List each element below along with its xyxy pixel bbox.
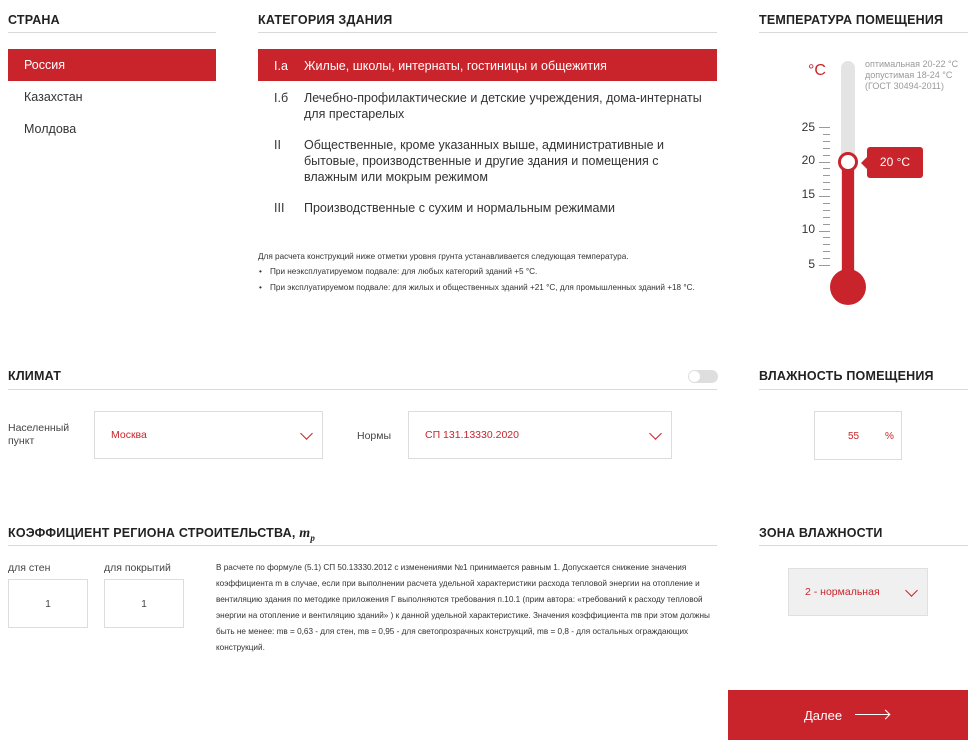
temperature-hint [865, 59, 958, 92]
category-item-1a[interactable] [258, 49, 717, 81]
scale-tick [823, 189, 830, 190]
category-code: I.а [274, 59, 288, 73]
thermometer-bulb [830, 269, 866, 305]
scale-tick [823, 251, 830, 252]
scale-tick [819, 265, 830, 266]
category-item-3[interactable] [258, 200, 717, 218]
country-item-russia[interactable]: Россия [8, 49, 216, 81]
coefficient-symbol [299, 526, 315, 541]
category-text: Жилые, школы, интернаты, гостиницы и общежития [304, 59, 607, 73]
scale-tick [823, 168, 830, 169]
category-text: Общественные, кроме указанных выше, административные и бытовые, производственные и другие здания и помещения с влажным или мокрым режимом [304, 138, 664, 184]
scale-tick [819, 162, 830, 163]
basement-note: Для расчета конструкций ниже отметки уровня грунта устанавливается следующая температура. [258, 252, 629, 261]
humidity-zone-select[interactable] [788, 568, 928, 616]
temperature-unit: °C [808, 62, 826, 79]
category-code: II [274, 138, 281, 152]
divider [8, 545, 717, 546]
scale-tick [819, 127, 830, 128]
scale-label: 25 [801, 120, 815, 134]
bullet-text: При неэксплуатируемом подвале: для любых категорий зданий +5 °С. [270, 267, 538, 276]
coefficient-heading [8, 526, 315, 543]
country-item-moldova[interactable]: Молдова [24, 122, 77, 136]
scale-tick [819, 196, 830, 197]
humidity-input[interactable] [814, 411, 902, 460]
coefficient-title: КОЭФФИЦИЕНТ РЕГИОНА СТРОИТЕЛЬСТВА, [8, 526, 296, 540]
scale-tick [823, 244, 830, 245]
scale-tick [819, 231, 830, 232]
climate-toggle[interactable] [688, 370, 718, 383]
humidity-value: 55 [848, 431, 860, 442]
scale-tick [823, 175, 830, 176]
scale-label: 15 [801, 187, 815, 201]
category-code: III [274, 201, 285, 215]
scale-tick [823, 224, 830, 225]
category-item-1b[interactable] [258, 90, 717, 124]
category-item-2[interactable] [258, 137, 717, 187]
divider [258, 32, 717, 33]
next-label: Далее [804, 708, 843, 723]
next-button[interactable] [728, 690, 968, 740]
allowed-range: допустимая 18-24 °C [865, 70, 953, 80]
basement-bullet-1: • При неэксплуатируемом подвале: для любых категорий зданий +5 °С. [259, 267, 538, 276]
scale-tick [823, 258, 830, 259]
scale-tick [823, 141, 830, 142]
scale-tick [823, 217, 830, 218]
chevron-down-icon [300, 427, 313, 440]
zone-heading: ЗОНА ВЛАЖНОСТИ [759, 526, 883, 540]
walls-label: для стен [8, 562, 51, 574]
country-item-kazakhstan[interactable]: Казахстан [24, 90, 83, 104]
scale-tick [823, 155, 830, 156]
divider [759, 389, 968, 390]
scale-tick [823, 182, 830, 183]
zone-value: 2 - нормальная [805, 586, 880, 598]
humidity-heading: ВЛАЖНОСТЬ ПОМЕЩЕНИЯ [759, 369, 934, 383]
scale-tick [823, 237, 830, 238]
walls-coefficient-input[interactable]: 1 [8, 579, 88, 628]
bullet-text: При эксплуатируемом подвале: для жилых и общественных зданий +21 °С, для промышленных зданий +18 °С. [270, 283, 695, 292]
climate-heading: КЛИМАТ [8, 369, 62, 383]
scale-tick [823, 134, 830, 135]
arrow-right-icon [855, 714, 889, 715]
symbol-m: m [299, 526, 311, 541]
divider [8, 389, 717, 390]
norms-label: Нормы [357, 430, 392, 442]
scale-tick [823, 148, 830, 149]
chevron-down-icon [649, 427, 662, 440]
roofs-label: для покрытий [104, 562, 171, 574]
temperature-heading: ТЕМПЕРАТУРА ПОМЕЩЕНИЯ [759, 13, 944, 27]
gost-reference: (ГОСТ 30494-2011) [865, 81, 944, 91]
thermometer-fill [842, 162, 854, 282]
basement-bullet-2: • При эксплуатируемом подвале: для жилых и общественных зданий +21 °С, для промышленных зданий +18 °С. [259, 283, 695, 292]
category-text: Лечебно-профилактические и детские учреждения, дома-интернаты для престарелых [304, 91, 702, 121]
divider [759, 545, 968, 546]
category-text: Производственные с сухим и нормальным режимами [304, 201, 616, 215]
scale-label: 20 [801, 153, 815, 167]
divider [759, 32, 968, 33]
scale-tick [823, 203, 830, 204]
symbol-sub: p [310, 532, 316, 543]
temperature-slider-handle[interactable] [838, 152, 858, 172]
humidity-unit: % [885, 431, 894, 442]
city-select[interactable] [94, 411, 323, 459]
toggle-knob [689, 371, 700, 382]
chevron-down-icon [905, 584, 918, 597]
category-heading: КАТЕГОРИЯ ЗДАНИЯ [258, 13, 393, 27]
roofs-coefficient-input[interactable]: 1 [104, 579, 184, 628]
city-label: Населенный пункт [8, 422, 70, 447]
norms-value: СП 131.13330.2020 [425, 429, 519, 441]
country-heading: СТРАНА [8, 13, 60, 27]
scale-label: 10 [801, 222, 815, 236]
scale-tick [823, 210, 830, 211]
optimal-range: оптимальная 20-22 °C [865, 59, 959, 69]
scale-label: 5 [808, 257, 815, 271]
norms-select[interactable] [408, 411, 672, 459]
coefficient-description: В расчете по формуле (5.1) СП 50.13330.2012 с изменениями №1 принимается равным 1. Допускается снижение значения коэффициента m в случае, если при выполнении расчета удельной характеристики расхода тепловой энергии на отопление и вентиляцию здания по методике приложения Г выполняются требования п.10.1 (прим автора: «требований к расходу тепловой энергии на отопление и вентиляцию зданий» ) к данной удельной характеристике. Значения коэффициента mв при этом должны быть не менее: mв = 0,63 - для стен, mв = 0,95 - для светопрозрачных конструкций, mв = 0,8 - для остальных ограждающих конструкций. [216, 563, 710, 652]
city-value: Москва [111, 429, 147, 441]
divider [8, 32, 216, 33]
category-code: I.б [274, 91, 289, 105]
temperature-value-badge: 20 °C [867, 147, 923, 178]
